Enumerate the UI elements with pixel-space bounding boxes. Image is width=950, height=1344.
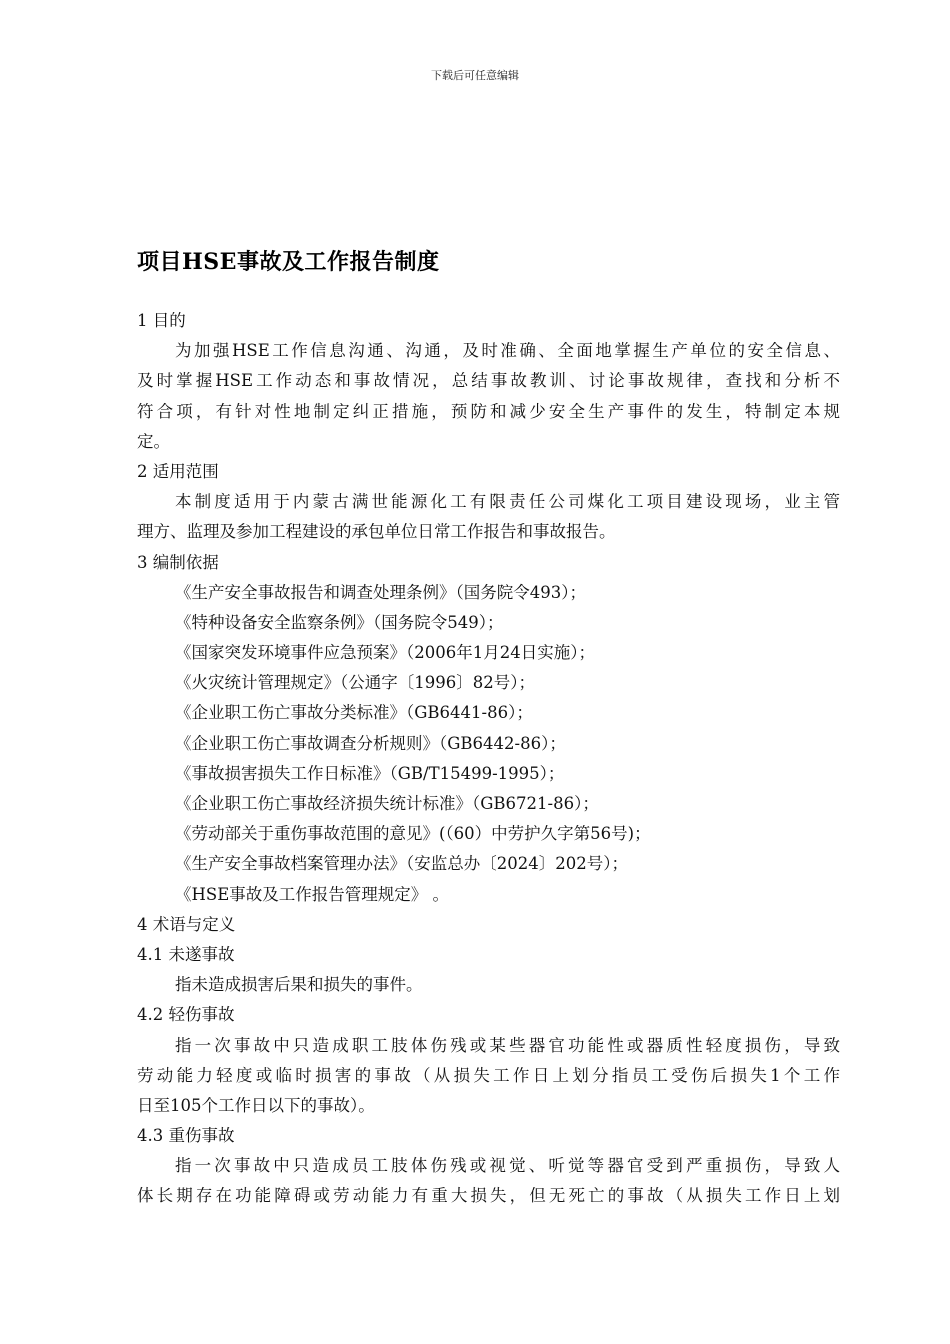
text-line: 本制度适用于内蒙古满世能源化工有限责任公司煤化工项目建设现场，业主管 <box>175 492 840 512</box>
text-line: 《劳动部关于重伤事故范围的意见》(（60）中劳护久字第56号)； <box>175 824 651 844</box>
section-heading: 3 编制依据 <box>137 552 219 572</box>
text-line: 指一次事故中只造成职工肢体伤残或某些器官功能性或器质性轻度损伤，导致 <box>175 1035 840 1055</box>
text-line: 为加强HSE工作信息沟通、沟通，及时准确、全面地掌握生产单位的安全信息、 <box>175 341 840 361</box>
text-line: 理方、监理及参加工程建设的承包单位日常工作报告和事故报告。 <box>137 522 616 542</box>
section-heading: 4.2 轻伤事故 <box>137 1005 235 1025</box>
document-body <box>137 306 840 1212</box>
text-line: 指未造成损害后果和损失的事件。 <box>175 975 423 995</box>
text-line: 《火灾统计管理规定》（公通字〔1996〕82号）； <box>175 673 535 693</box>
text-line: 《企业职工伤亡事故分类标准》（GB6441-86）； <box>175 703 533 723</box>
text-line: 《生产安全事故报告和调查处理条例》（国务院令493）； <box>175 582 586 602</box>
text-line: 指一次事故中只造成员工肢体伤残或视觉、听觉等器官受到严重损伤，导致人 <box>175 1156 840 1176</box>
text-line: 《国家突发环境事件应急预案》（2006年1月24日实施）； <box>175 643 595 663</box>
document-title: 项目HSE事故及工作报告制度 <box>137 249 440 275</box>
page-header: 下载后可任意编辑 <box>431 69 519 82</box>
text-line: 符合项，有针对性地制定纠正措施，预防和减少安全生产事件的发生，特制定本规 <box>137 401 840 421</box>
text-line: 《企业职工伤亡事故调查分析规则》（GB6442-86）； <box>175 733 566 753</box>
text-line: 定。 <box>137 431 170 451</box>
text-line: 日至105个工作日以下的事故）。 <box>137 1095 375 1115</box>
text-line: 《生产安全事故档案管理办法》（安监总办〔2024〕202号）； <box>175 854 628 874</box>
text-line: 《特种设备安全监察条例》（国务院令549）； <box>175 612 504 632</box>
section-heading: 4 术语与定义 <box>137 914 236 934</box>
section-heading: 4.1 未遂事故 <box>137 944 235 964</box>
text-line: 《企业职工伤亡事故经济损失统计标准》（GB6721-86）； <box>175 794 599 813</box>
section-heading: 2 适用范围 <box>137 461 219 481</box>
text-line: 劳动能力轻度或临时损害的事故（从损失工作日上划分指员工受伤后损失1个工作 <box>137 1065 840 1085</box>
section-heading: 4.3 重伤事故 <box>137 1126 235 1146</box>
text-line: 体长期存在功能障碍或劳动能力有重大损失，但无死亡的事故（从损失工作日上划 <box>137 1186 840 1206</box>
text-line: 《HSE事故及工作报告管理规定》 。 <box>175 884 449 904</box>
text-line: 《事故损害损失工作日标准》（GB/T15499-1995）； <box>175 763 565 783</box>
text-line: 及时掌握HSE工作动态和事故情况，总结事故教训、讨论事故规律，查找和分析不 <box>137 371 840 391</box>
section-heading: 1 目的 <box>137 311 186 330</box>
